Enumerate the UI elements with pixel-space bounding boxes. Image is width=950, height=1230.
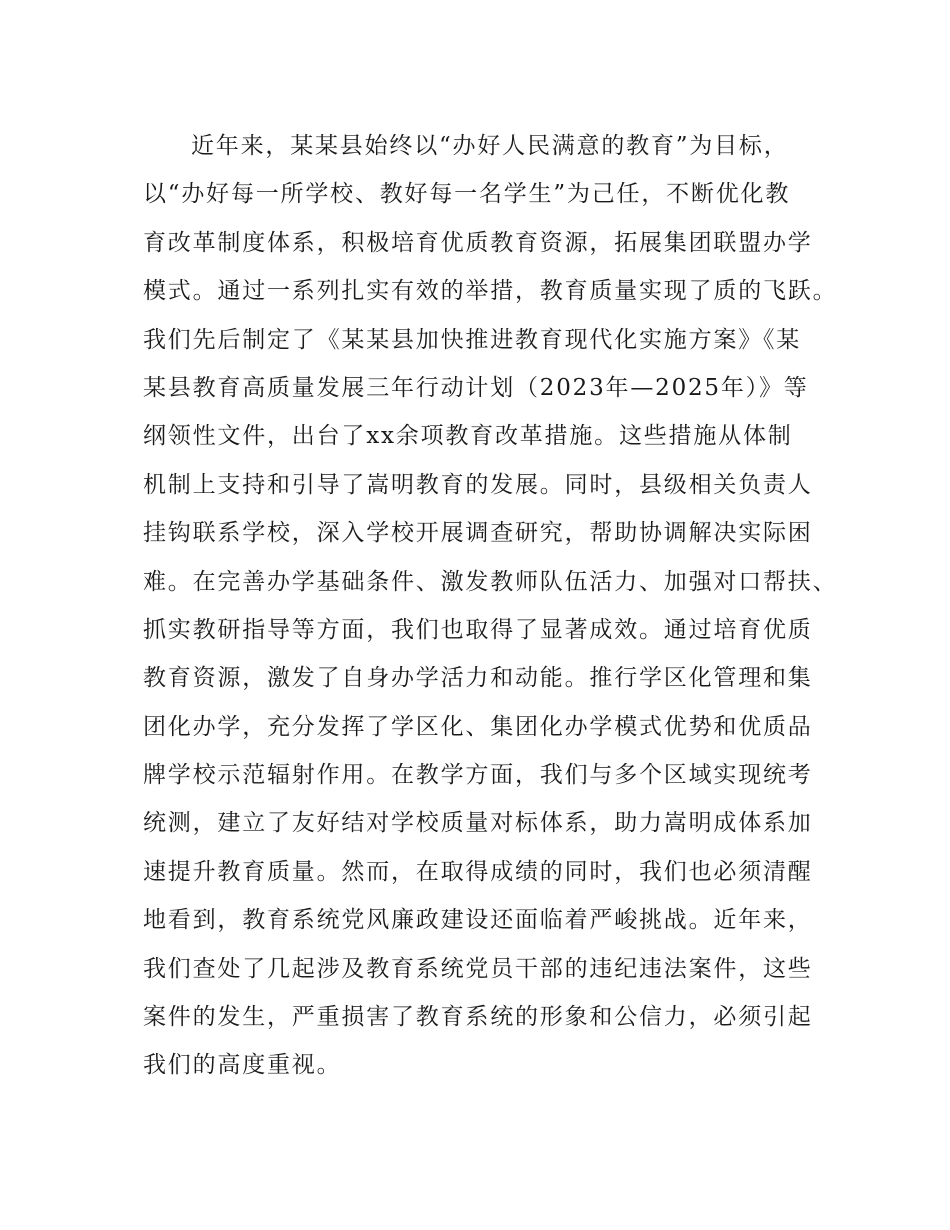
text-line: 案件的发生，严重损害了教育系统的形象和公信力，必须引起 xyxy=(143,1004,813,1031)
text-line: 模式。通过一系列扎实有效的举措，教育质量实现了质的飞跃。 xyxy=(143,278,838,305)
text-line: 近年来，某某县始终以“办好人民满意的教育”为目标， xyxy=(191,133,789,159)
body-paragraph xyxy=(143,122,843,1090)
text-line: 机制上支持和引导了嵩明教育的发展。同时，县级相关负责人 xyxy=(143,471,813,498)
text-line: 我们先后制定了《某某县加快推进教育现代化实施方案》《某 xyxy=(143,326,802,353)
text-line: 我们查处了几起涉及教育系统党员干部的违纪违法案件，这些 xyxy=(143,955,813,982)
text-line: 团化办学，充分发挥了学区化、集团化办学模式优势和优质品 xyxy=(143,713,813,740)
text-line: 以“办好每一所学校、教好每一名学生”为己任，不断优化教 xyxy=(143,181,791,208)
text-line: 育改革制度体系，积极培育优质教育资源，拓展集团联盟办学 xyxy=(143,229,813,256)
text-line: 某县教育高质量发展三年行动计划（2023年—2025年）》等 xyxy=(143,374,809,401)
text-line: 牌学校示范辐射作用。在教学方面，我们与多个区域实现统考 xyxy=(143,762,813,789)
text-line: 教育资源，激发了自身办学活力和动能。推行学区化管理和集 xyxy=(143,665,813,692)
text-line: 我们的高度重视。 xyxy=(143,1052,342,1079)
text-line: 难。在完善办学基础条件、激发教师队伍活力、加强对口帮扶、 xyxy=(143,568,838,595)
text-line: 地看到，教育系统党风廉政建设还面临着严峻挑战。近年来， xyxy=(143,907,813,934)
text-line: 纲领性文件，出台了xx余项教育改革措施。这些措施从体制 xyxy=(143,423,793,450)
text-line: 统测，建立了友好结对学校质量对标体系，助力嵩明成体系加 xyxy=(143,810,813,837)
text-line: 速提升教育质量。然而，在取得成绩的同时，我们也必须清醒 xyxy=(143,858,813,885)
text-line: 抓实教研指导等方面，我们也取得了显著成效。通过培育优质 xyxy=(143,616,813,643)
text-line: 挂钩联系学校，深入学校开展调查研究，帮助协调解决实际困 xyxy=(143,520,813,547)
